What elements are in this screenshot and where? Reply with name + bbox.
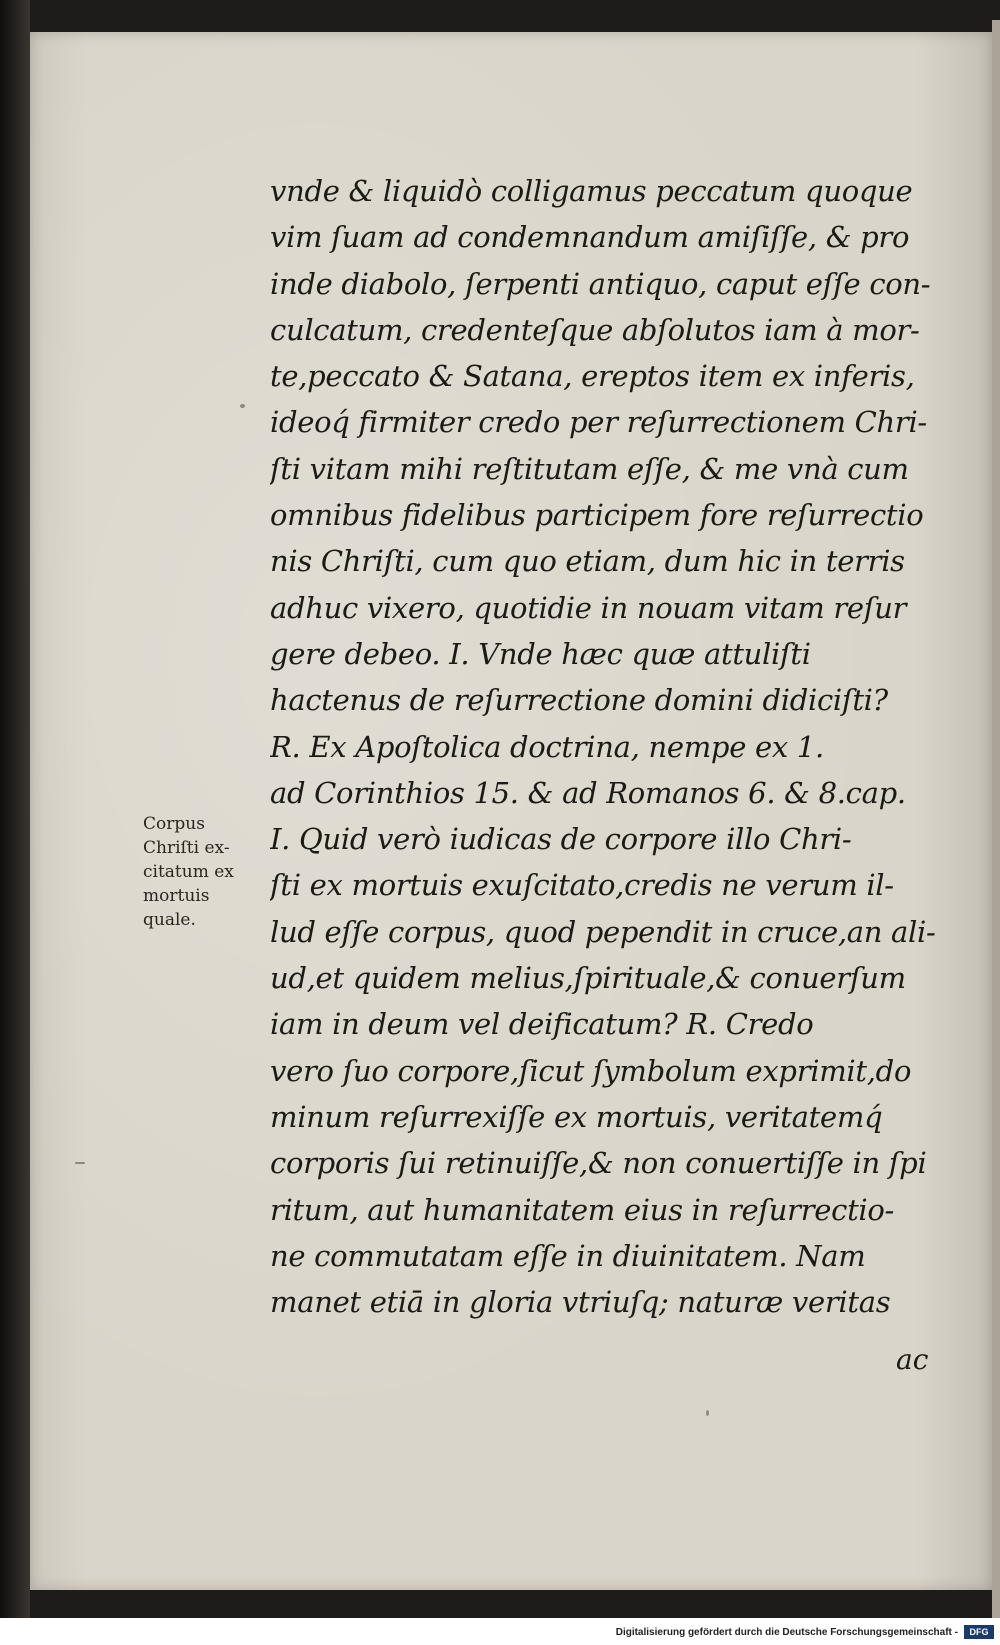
text-line: ſti vitam mihi reſtitutam eſſe, & me vnà cum xyxy=(270,451,909,486)
funding-credit: Digitalisierung gefördert durch die Deutsche Forschungsgemeinschaft - xyxy=(615,1627,958,1638)
text-line: lud eſſe corpus, quod pependit in cruce,an ali- xyxy=(270,914,936,949)
text-line: R. Ex Apoſtolica doctrina, nempe ex 1. xyxy=(270,729,824,764)
text-line: culcatum, credenteſque abſolutos iam à mor- xyxy=(270,312,920,347)
text-line: manet etiā in gloria vtriuſq; naturæ veritas xyxy=(270,1285,891,1320)
paper-speck xyxy=(75,1162,85,1164)
text-line: ad Corinthios 15. & ad Romanos 6. & 8.cap. xyxy=(270,775,906,810)
catchword: ac xyxy=(896,1343,929,1376)
text-line: vero ſuo corpore,ſicut ſymbolum exprimit,do xyxy=(270,1053,912,1088)
text-line: minum reſurrexiſſe ex mortuis, veritatemq́ xyxy=(270,1099,883,1134)
book-binding-edge xyxy=(0,0,30,1645)
marginal-note-line: quale. xyxy=(143,910,196,930)
text-line: ſti ex mortuis exuſcitato,credis ne verum il- xyxy=(270,868,894,903)
text-line: corporis ſui retinuiſſe,& non conuertiſſe in ſpi xyxy=(270,1146,927,1181)
text-line: iam in deum vel deificatum? R. Credo xyxy=(270,1007,814,1042)
marginal-note-line: citatum ex xyxy=(143,862,234,882)
text-line: I. Quid verò iudicas de corpore illo Chri- xyxy=(270,822,852,857)
paper-speck xyxy=(240,404,245,408)
text-line: omnibus fidelibus participem fore reſurrectio xyxy=(270,498,924,533)
text-line: inde diabolo, ſerpenti antiquo, caput eſſe con- xyxy=(270,266,931,301)
text-line: vnde & liquidò colligamus peccatum quoque xyxy=(270,174,913,208)
text-line: vim ſuam ad condemnandum amiſiſſe, & pro xyxy=(270,220,910,255)
text-line: adhuc vixero, quotidie in nouam vitam reſur xyxy=(270,590,907,625)
dfg-logo: DFG xyxy=(964,1625,994,1639)
page-right-edge xyxy=(992,20,1000,1620)
text-line: ideoq́ firmiter credo per reſurrectionem Chri- xyxy=(270,405,927,440)
text-line: gere debeo. I. Vnde hæc quæ attuliſti xyxy=(270,636,811,671)
body-text-block xyxy=(270,168,946,1325)
marginal-note-line: Corpus xyxy=(143,814,205,834)
paper-speck xyxy=(706,1410,709,1416)
text-line: ritum, aut humanitatem eius in reſurrectio- xyxy=(270,1192,895,1227)
marginal-note-line: mortuis xyxy=(143,886,210,906)
text-line: nis Chriſti, cum quo etiam, dum hic in terris xyxy=(270,544,905,579)
text-line: hactenus de reſurrectione domini didiciſti? xyxy=(270,683,888,718)
text-line: ud,et quidem melius,ſpirituale,& conuerſum xyxy=(270,961,906,996)
text-line: te,peccato & Satana, ereptos item ex inferis, xyxy=(270,359,915,394)
marginal-note-line: Chriſti ex- xyxy=(143,838,230,858)
marginal-note xyxy=(143,812,263,932)
text-line: ne commutatam eſſe in diuinitatem. Nam xyxy=(270,1238,866,1273)
